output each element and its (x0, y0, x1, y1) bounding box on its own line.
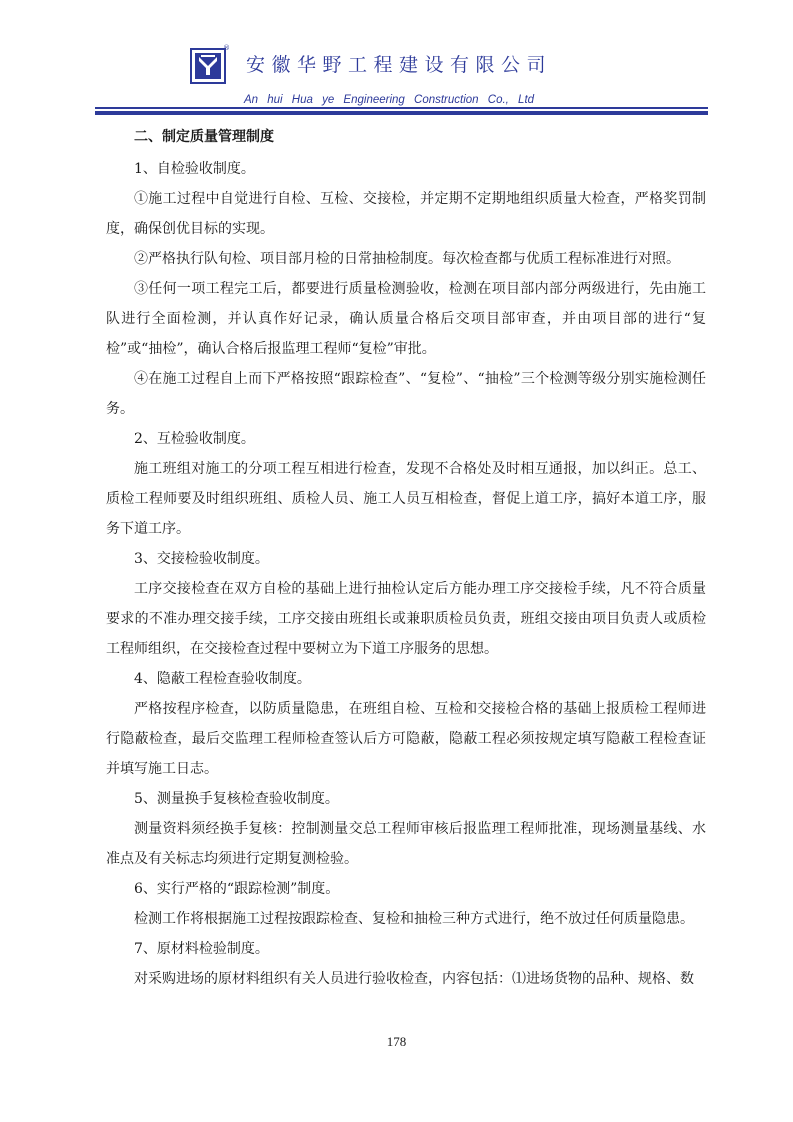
paragraph: 3、交接检验收制度。 (134, 551, 269, 567)
paragraph: ③任何一项工程完工后，都要进行质量检测验收，检测在项目部内部分两级进行，先由施工队进行全面检测，并认真作好记录，确认质量合格后交项目部审查，并由项目部的进行“复检”或“抽检”，确认合格后报监理工程师“复检”审批。 (106, 281, 706, 357)
paragraph: 严格按程序检查，以防质量隐患，在班组自检、互检和交接检合格的基础上报质检工程师进行隐蔽检查，最后交监理工程师检查签认后方可隐蔽，隐蔽工程必须按规定填写隐蔽工程检查证并填写施工日志。 (106, 701, 706, 777)
header-rule-thick (95, 111, 708, 115)
paragraph: ①施工过程中自觉进行自检、互检、交接检，并定期不定期地组织质量大检查，严格奖罚制度，确保创优目标的实现。 (106, 191, 706, 237)
paragraph: 6、实行严格的“跟踪检测”制度。 (134, 881, 340, 897)
header-rule-thin (95, 107, 708, 109)
company-name-en: An hui Hua ye Engineering Construction Co., Ltd (244, 94, 535, 106)
page-header (0, 0, 793, 120)
paragraph: 7、原材料检验制度。 (134, 941, 269, 957)
section-title: 二、制定质量管理制度 (134, 129, 274, 145)
paragraph: 施工班组对施工的分项工程互相进行检查，发现不合格处及时相互通报，加以纠正。总工、质检工程师要及时组织班组、质检人员、施工人员互相检查，督促上道工序，搞好本道工序，服务下道工序。 (106, 461, 706, 537)
paragraph: 5、测量换手复核检查验收制度。 (134, 791, 339, 807)
company-logo-icon (190, 44, 230, 88)
paragraph: 对采购进场的原材料组织有关人员进行验收检查，内容包括：⑴进场货物的品种、规格、数 (134, 971, 694, 987)
page-number: 178 (386, 1034, 407, 1049)
paragraph: 工序交接检查在双方自检的基础上进行抽检认定后方能办理工序交接检手续，凡不符合质量要求的不准办理交接手续，工序交接由班组长或兼职质检员负责，班组交接由项目负责人或质检工程师组织，在交接检查过程中要树立为下道工序服务的思想。 (106, 581, 706, 657)
document-body (106, 122, 706, 994)
paragraph: 检测工作将根据施工过程按跟踪检查、复检和抽检三种方式进行，绝不放过任何质量隐患。 (134, 911, 694, 927)
paragraph: ④在施工过程自上而下严格按照“跟踪检查”、“复检”、“抽检”三个检测等级分别实施检测任务。 (106, 371, 706, 417)
paragraph: ②严格执行队旬检、项目部月检的日常抽检制度。每次检查都与优质工程标准进行对照。 (134, 251, 680, 267)
paragraph: 4、隐蔽工程检查验收制度。 (134, 671, 311, 687)
registered-mark: ® (223, 44, 230, 52)
company-name-cn: 安徽华野工程建设有限公司 (246, 54, 553, 76)
paragraph: 2、互检验收制度。 (134, 431, 255, 447)
paragraph: 测量资料须经换手复核：控制测量交总工程师审核后报监理工程师批准，现场测量基线、水准点及有关标志均须进行定期复测检验。 (106, 821, 706, 867)
paragraph: 1、自检验收制度。 (134, 161, 255, 177)
